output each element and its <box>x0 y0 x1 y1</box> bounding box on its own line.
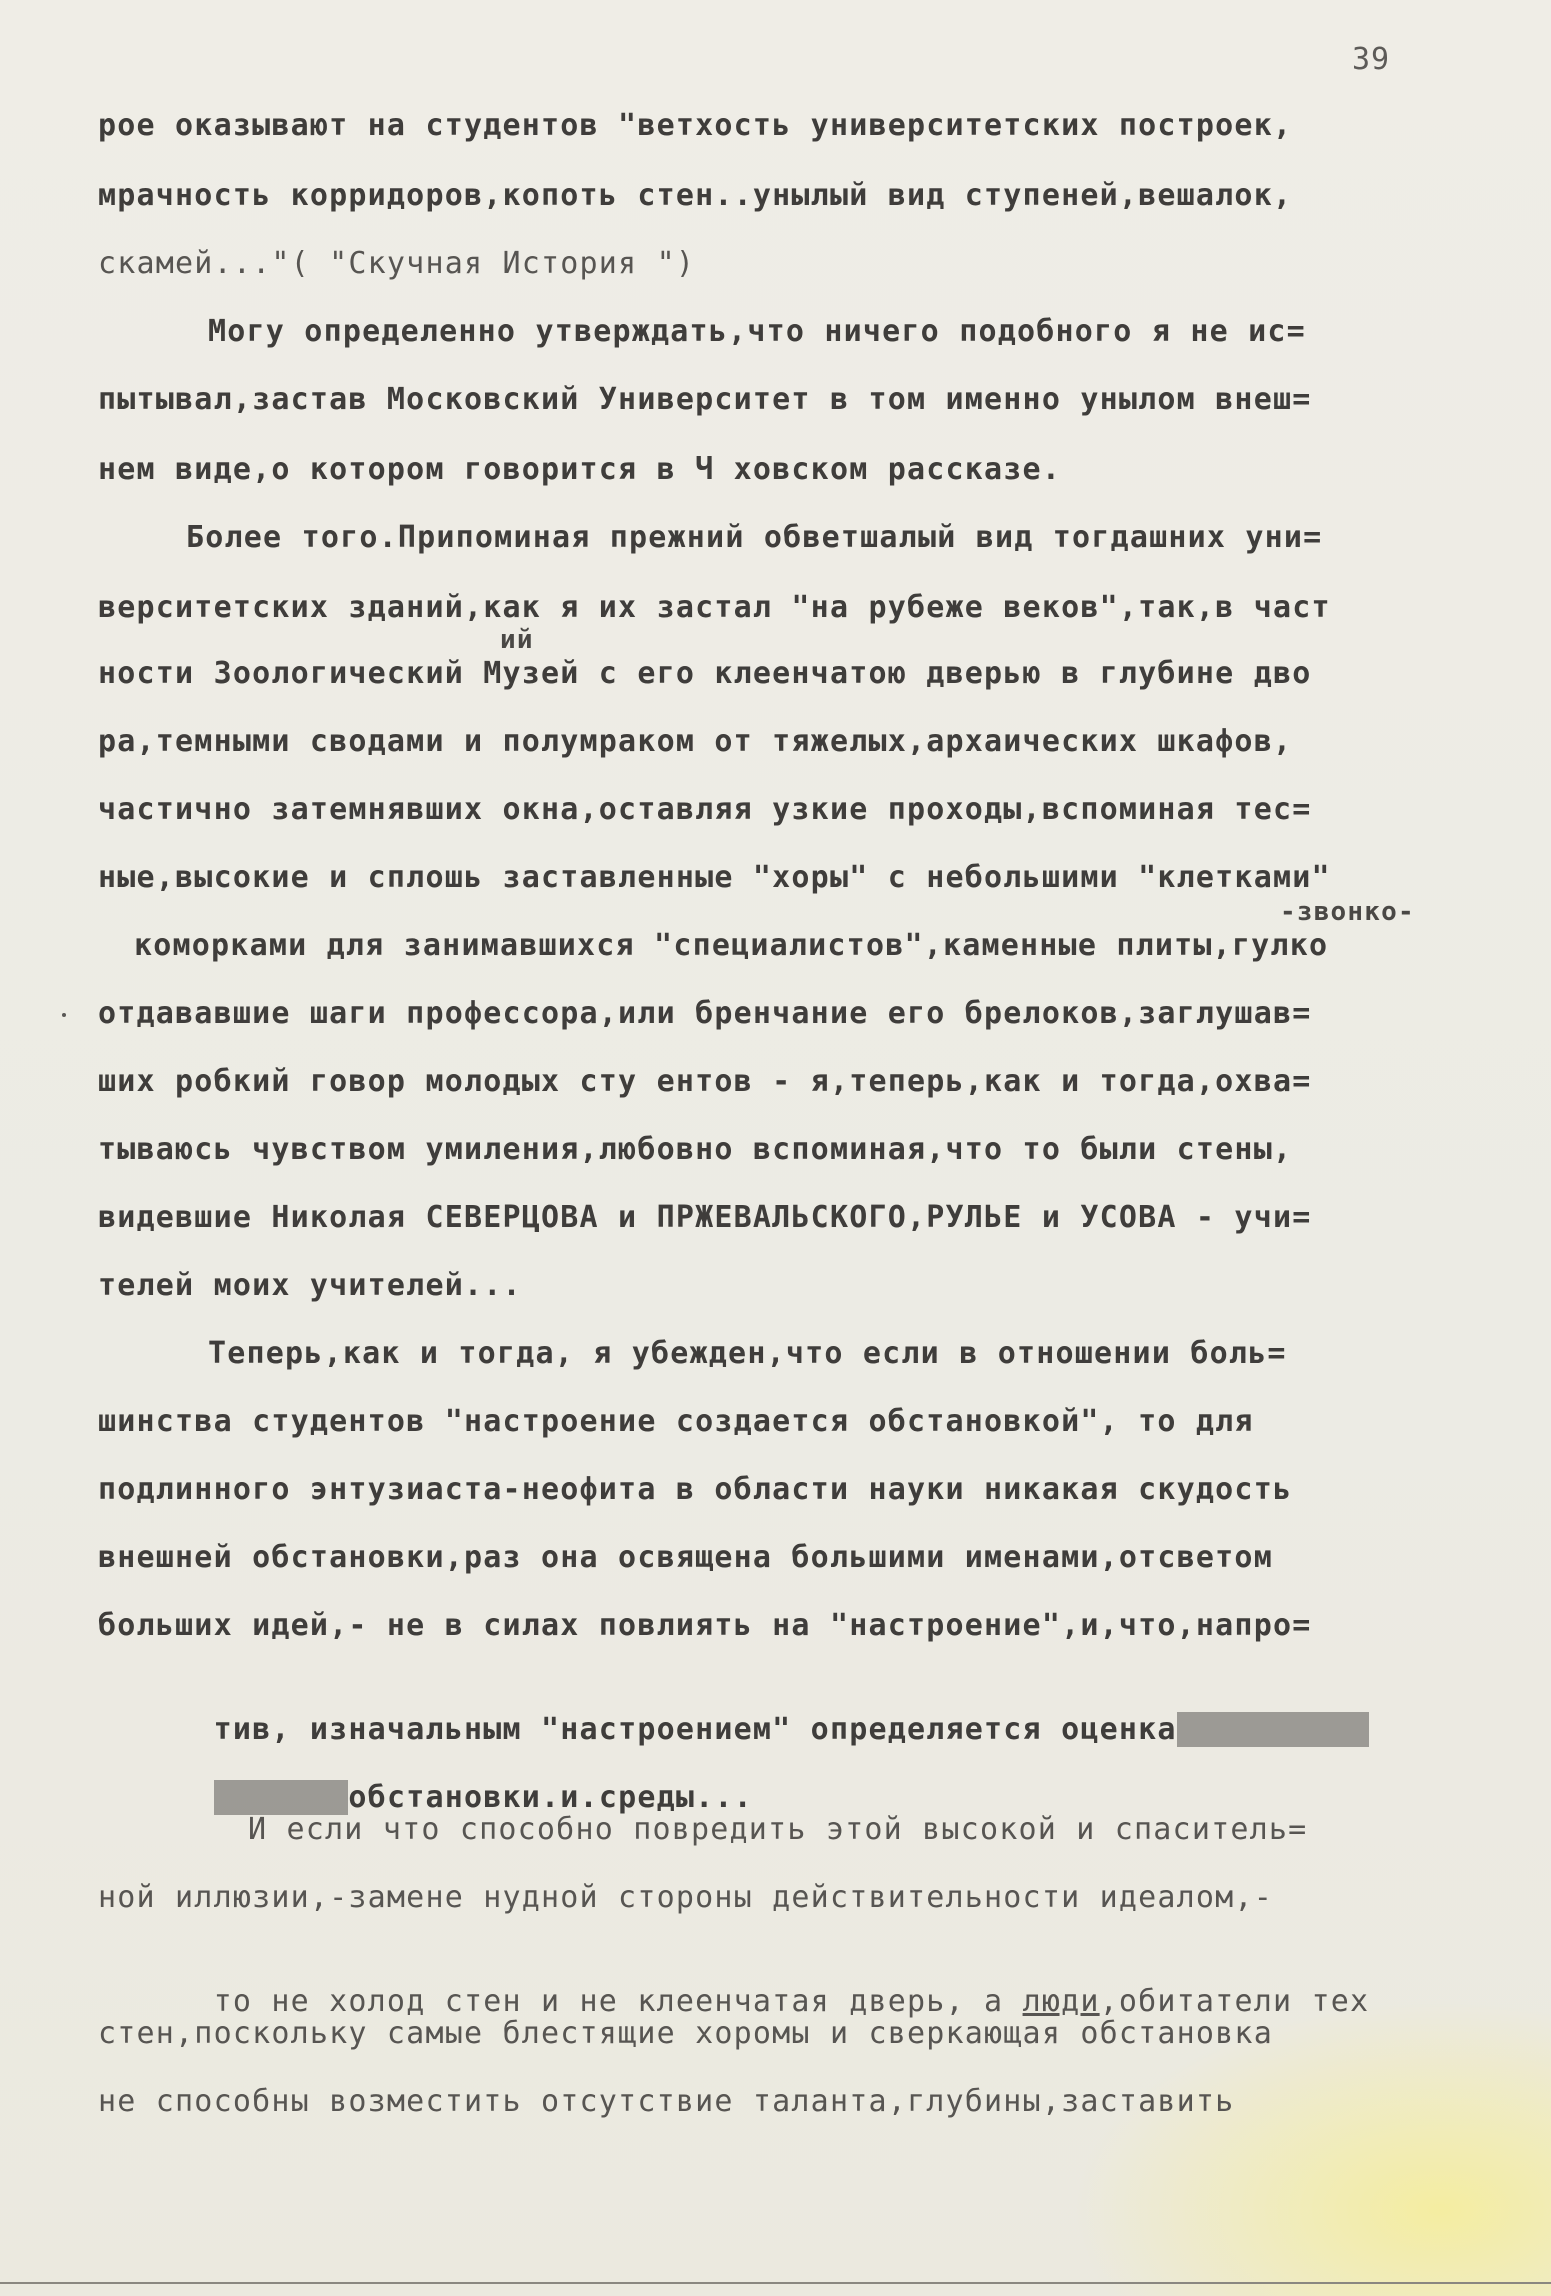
text-line: нем виде,о котором говорится в Ч ховском рассказе. <box>98 452 1062 487</box>
text-line: ра,темными сводами и полумраком от тяжелых,архаических шкафов, <box>98 724 1293 759</box>
text-line: отдававшие шаги профессора,или бренчание его брелоков,заглушав= <box>98 996 1312 1031</box>
text-line: шинства студентов "настроение создается обстановкой", то для <box>98 1404 1254 1439</box>
text-line: Теперь,как и тогда, я убежден,что если в отношении боль= <box>208 1336 1287 1371</box>
text-line: мрачность корридоров,копоть стен..унылый вид ступеней,вешалок, <box>98 178 1293 213</box>
text-line: видевшие Николая СЕВЕРЦОВА и ПРЖЕВАЛЬСКОГО,РУЛЬЕ и УСОВА - учи= <box>98 1200 1312 1235</box>
text-line-segment: то не холод стен и не клеенчатая дверь, а <box>213 1984 1023 2019</box>
text-line: коморками для занимавшихся "специалистов",каменные плиты,гулко <box>134 928 1329 963</box>
text-line: больших идей,- не в силах повлиять на "настроение",и,что,напро= <box>98 1608 1312 1643</box>
underlined-word: люди <box>1022 1984 1100 2019</box>
text-line: телей моих учителей... <box>98 1268 522 1303</box>
text-line: ших робкий говор молодых сту ентов - я,теперь,как и тогда,охва= <box>98 1064 1312 1099</box>
text-line: ной иллюзии,-замене нудной стороны действительности идеалом,- <box>98 1880 1273 1915</box>
interlinear-insertion: -звонко- <box>1280 897 1415 927</box>
page-number: 39 <box>1352 42 1391 77</box>
page-edge <box>0 2282 1551 2284</box>
text-line: верситетских зданий,как я их застал "на рубеже веков",так,в част <box>98 590 1331 625</box>
text-line: ные,высокие и сплошь заставленные "хоры" с небольшими "клетками" <box>98 860 1331 895</box>
text-line: Могу определенно утверждать,что ничего подобного я не ис= <box>208 314 1306 349</box>
text-line: внешней обстановки,раз она освящена большими именами,отсветом <box>98 1540 1273 1575</box>
text-line-segment: обстановки.и.среды... <box>348 1780 753 1815</box>
text-line: пытывал,застав Московский Университет в том именно унылом внеш= <box>98 382 1312 417</box>
ink-dot <box>62 1013 66 1017</box>
text-line: стен,поскольку самые блестящие хоромы и сверкающая обстановка <box>98 2016 1273 2051</box>
interlinear-correction: ий <box>500 625 534 655</box>
text-line: скамей..."( "Скучная История ") <box>98 246 696 281</box>
text-line: тываюсь чувством умиления,любовно вспоминая,что то были стены, <box>98 1132 1293 1167</box>
text-line: не способны возместить отсутствие таланта,глубины,заставить <box>98 2084 1235 2119</box>
text-line-segment: ,обитатели тех <box>1099 1984 1370 2019</box>
text-line-segment: тив, изначальным "настроением" определяется оценка <box>213 1712 1177 1747</box>
text-line: рое оказывают на студентов "ветхость университетских построек, <box>98 108 1293 143</box>
text-line: частично затемнявших окна,оставляя узкие проходы,вспоминая тес= <box>98 792 1312 827</box>
struck-out-text <box>214 1780 349 1815</box>
struck-out-text <box>1177 1712 1370 1747</box>
text-line: И если что способно повредить этой высокой и спаситель= <box>248 1812 1308 1847</box>
text-line: Более того.Припоминая прежний обветшалый вид тогдашних уни= <box>186 520 1323 555</box>
text-line: ности Зоологический Музей с его клеенчатою дверью в глубине дво <box>98 656 1312 691</box>
text-line: подлинного энтузиаста-неофита в области науки никакая скудость <box>98 1472 1293 1507</box>
